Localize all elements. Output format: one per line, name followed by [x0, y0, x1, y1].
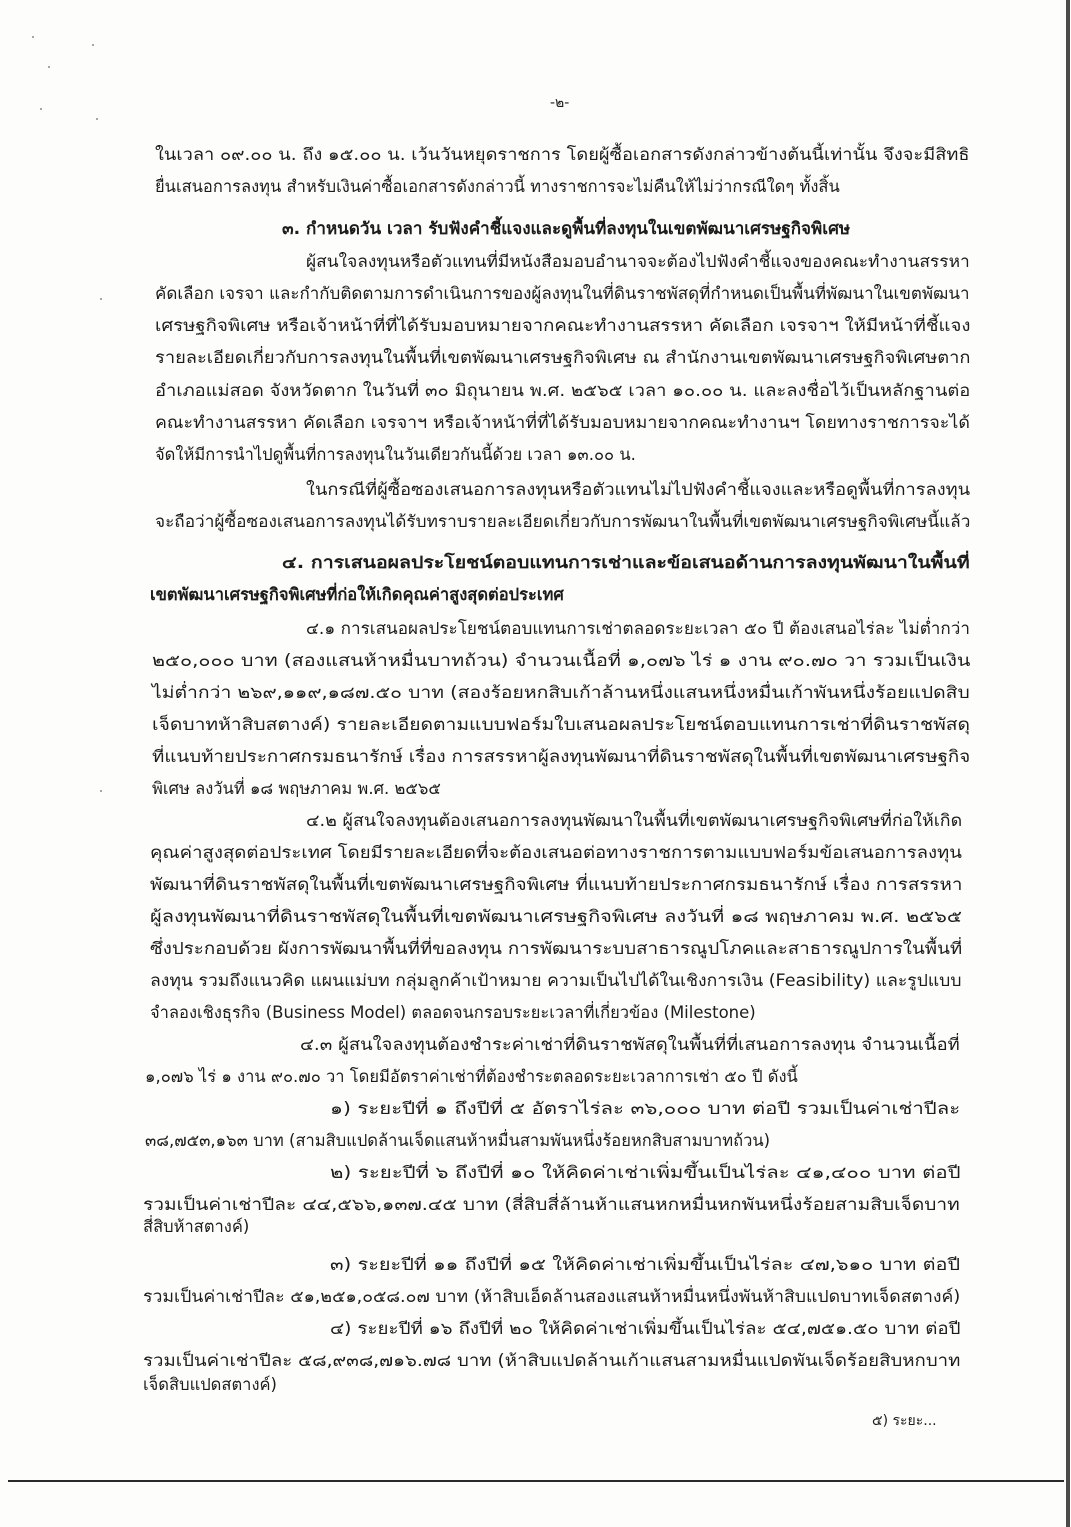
text-line: ๒) ระยะปีที่ ๖ ถึงปีที่ ๑๐ ให้คิดค่าเช่าเพิ่มขึ้นเป็นไร่ละ ๔๑,๔๐๐ บาท ต่อปี: [330, 1163, 961, 1182]
scan-speck: [40, 108, 42, 110]
scan-speck: [100, 790, 102, 792]
text-line: จัดให้มีการนำไปดูพื้นที่การลงทุนในวันเดียวกันนี้ด้วย เวลา ๑๓.๐๐ น.: [155, 445, 636, 464]
scan-edge: [1066, 0, 1070, 1527]
bottom-rule: [8, 1480, 1064, 1482]
section-heading: เขตพัฒนาเศรษฐกิจพิเศษที่ก่อให้เกิดคุณค่าสูงสุดต่อประเทศ: [150, 585, 564, 604]
page-number: -๒-: [550, 95, 570, 111]
continuation-marker: ๕) ระยะ...: [872, 1413, 937, 1429]
text-line: สี่สิบห้าสตางค์): [143, 1217, 250, 1236]
text-line: ซึ่งประกอบด้วย ผังการพัฒนาพื้นที่ที่ขอลงทุน การพัฒนาระบบสาธารณูปโภคและสาธารณูปการในพื้นที่: [150, 939, 963, 958]
section-heading: ๓. กำหนดวัน เวลา รับฟังคำชี้แจงและดูพื้นที่ลงทุนในเขตพัฒนาเศรษฐกิจพิเศษ: [282, 219, 851, 238]
text-line: ผู้ลงทุนพัฒนาที่ดินราชพัสดุในพื้นที่เขตพัฒนาเศรษฐกิจพิเศษ ลงวันที่ ๑๘ พฤษภาคม พ.ศ. ๒๕๖๕: [150, 907, 962, 926]
text-line: อำเภอแม่สอด จังหวัดตาก ในวันที่ ๓๐ มิถุนายน พ.ศ. ๒๕๖๕ เวลา ๑๐.๐๐ น. และลงชื่อไว้เป็นหลักฐานต่อ: [155, 381, 971, 400]
text-line: ยื่นเสนอการลงทุน สำหรับเงินค่าซื้อเอกสารดังกล่าวนี้ ทางราชการจะไม่คืนให้ไม่ว่ากรณีใดๆ ทั้งสิ้น: [155, 177, 840, 196]
text-line: รายละเอียดเกี่ยวกับการลงทุนในพื้นที่เขตพัฒนาเศรษฐกิจพิเศษ ณ สำนักงานเขตพัฒนาเศรษฐกิจพิเศษตาก: [155, 348, 971, 367]
text-line: พัฒนาที่ดินราชพัสดุในพื้นที่เขตพัฒนาเศรษฐกิจพิเศษ ที่แนบท้ายประกาศกรมธนารักษ์ เรื่อง การสรรหา: [150, 875, 963, 894]
text-line: ๓๘,๗๕๓,๑๖๓ บาท (สามสิบแปดล้านเจ็ดแสนห้าหมื่นสามพันหนึ่งร้อยหกสิบสามบาทถ้วน): [145, 1131, 771, 1150]
text-line: ๔) ระยะปีที่ ๑๖ ถึงปีที่ ๒๐ ให้คิดค่าเช่าเพิ่มขึ้นเป็นไร่ละ ๕๔,๗๕๑.๕๐ บาท ต่อปี: [330, 1319, 961, 1338]
text-line: จำลองเชิงธุรกิจ (Business Model) ตลอดจนกรอบระยะเวลาที่เกี่ยวข้อง (Milestone): [150, 1003, 756, 1022]
text-line: คณะทำงานสรรหา คัดเลือก เจรจาฯ หรือเจ้าหน้าที่ที่ได้รับมอบหมายจากคณะทำงานฯ โดยทางราชการจะได้: [155, 413, 970, 432]
text-line: เศรษฐกิจพิเศษ หรือเจ้าหน้าที่ที่ได้รับมอบหมายจากคณะทำงานสรรหา คัดเลือก เจรจาฯ ให้มีหน้าที่ชี้แจง: [155, 316, 971, 335]
text-line: ๔.๑ การเสนอผลประโยชน์ตอบแทนการเช่าตลอดระยะเวลา ๕๐ ปี ต้องเสนอไร่ละ ไม่ต่ำกว่า: [306, 619, 970, 638]
text-line: พิเศษ ลงวันที่ ๑๘ พฤษภาคม พ.ศ. ๒๕๖๕: [152, 779, 441, 798]
text-line: ๑,๐๗๖ ไร่ ๑ งาน ๙๐.๗๐ วา โดยมีอัตราค่าเช่าที่ต้องชำระตลอดระยะเวลาการเช่า ๕๐ ปี ดังนี้: [145, 1067, 798, 1086]
text-line: คัดเลือก เจรจา และกำกับติดตามการดำเนินการของผู้ลงทุนในที่ดินราชพัสดุที่กำหนดเป็นพื้นที่พัฒนาในเขตพัฒนา: [155, 284, 970, 303]
text-line: ไม่ต่ำกว่า ๒๖๙,๑๑๙,๑๘๗.๕๐ บาท (สองร้อยหกสิบเก้าล้านหนึ่งแสนหนึ่งหมื่นเก้าพันหนึ่งร้อยแปดสิบ: [152, 683, 970, 702]
text-line: ๔.๓ ผู้สนใจลงทุนต้องชำระค่าเช่าที่ดินราชพัสดุในพื้นที่ที่เสนอการลงทุน จำนวนเนื้อที่: [300, 1035, 960, 1054]
scan-speck: [100, 298, 102, 300]
text-line: ๑) ระยะปีที่ ๑ ถึงปีที่ ๕ อัตราไร่ละ ๓๖,๐๐๐ บาท ต่อปี รวมเป็นค่าเช่าปีละ: [330, 1099, 961, 1118]
text-line: รวมเป็นค่าเช่าปีละ ๔๔,๕๖๖,๑๓๗.๔๕ บาท (สี่สิบสี่ล้านห้าแสนหกหมื่นหกพันหนึ่งร้อยสามสิบเจ็ดบาท: [143, 1195, 960, 1214]
text-line: เจ็ดสิบแปดสตางค์): [143, 1375, 277, 1394]
scan-speck: [48, 66, 50, 68]
scan-speck: [96, 118, 98, 120]
text-line: เจ็ดบาทห้าสิบสตางค์) รายละเอียดตามแบบฟอร์มใบเสนอผลประโยชน์ตอบแทนการเช่าที่ดินราชพัสดุ: [152, 715, 971, 734]
text-line: ที่แนบท้ายประกาศกรมธนารักษ์ เรื่อง การสรรหาผู้ลงทุนพัฒนาที่ดินราชพัสดุในพื้นที่เขตพัฒนาเศรษฐกิจ: [152, 747, 971, 766]
scan-speck: [92, 44, 94, 46]
text-line: คุณค่าสูงสุดต่อประเทศ โดยมีรายละเอียดที่จะต้องเสนอต่อทางราชการตามแบบฟอร์มข้อเสนอการลงทุน: [150, 843, 962, 862]
text-line: ๒๕๐,๐๐๐ บาท (สองแสนห้าหมื่นบาทถ้วน) จำนวนเนื้อที่ ๑,๐๗๖ ไร่ ๑ งาน ๙๐.๗๐ วา รวมเป็นเงิน: [152, 651, 971, 670]
text-line: ๓) ระยะปีที่ ๑๑ ถึงปีที่ ๑๕ ให้คิดค่าเช่าเพิ่มขึ้นเป็นไร่ละ ๔๗,๖๑๐ บาท ต่อปี: [330, 1255, 961, 1274]
text-line: ในเวลา ๐๙.๐๐ น. ถึง ๑๕.๐๐ น. เว้นวันหยุดราชการ โดยผู้ซื้อเอกสารดังกล่าวข้างต้นนี้เท่านั้น จึงจะมีสิทธิ: [155, 145, 970, 164]
text-line: รวมเป็นค่าเช่าปีละ ๕๑,๒๕๑,๐๕๘.๐๗ บาท (ห้าสิบเอ็ดล้านสองแสนห้าหมื่นหนึ่งพันห้าสิบแปดบาทเจ็ดสตางค์): [143, 1287, 961, 1306]
text-line: ลงทุน รวมถึงแนวคิด แผนแม่บท กลุ่มลูกค้าเป้าหมาย ความเป็นไปได้ในเชิงการเงิน (Feasibility) และรูปแบบ: [150, 971, 962, 990]
section-heading: ๔. การเสนอผลประโยชน์ตอบแทนการเช่าและข้อเสนอด้านการลงทุนพัฒนาในพื้นที่: [282, 553, 970, 572]
text-line: จะถือว่าผู้ซื้อซองเสนอการลงทุนได้รับทราบรายละเอียดเกี่ยวกับการพัฒนาในพื้นที่เขตพัฒนาเศรษฐกิจพิเศษนี้แล้ว: [155, 512, 971, 531]
text-line: ๔.๒ ผู้สนใจลงทุนต้องเสนอการลงทุนพัฒนาในพื้นที่เขตพัฒนาเศรษฐกิจพิเศษที่ก่อให้เกิด: [306, 811, 963, 830]
scan-speck: [32, 36, 34, 38]
text-line: ผู้สนใจลงทุนหรือตัวแทนที่มีหนังสือมอบอำนาจจะต้องไปฟังคำชี้แจงของคณะทำงานสรรหา: [306, 252, 970, 271]
text-line: รวมเป็นค่าเช่าปีละ ๕๘,๙๓๘,๗๑๖.๗๘ บาท (ห้าสิบแปดล้านเก้าแสนสามหมื่นแปดพันเจ็ดร้อยสิบหกบาท: [143, 1351, 961, 1370]
text-line: ในกรณีที่ผู้ซื้อซองเสนอการลงทุนหรือตัวแทนไม่ไปฟังคำชี้แจงและหรือดูพื้นที่การลงทุน: [306, 480, 971, 499]
